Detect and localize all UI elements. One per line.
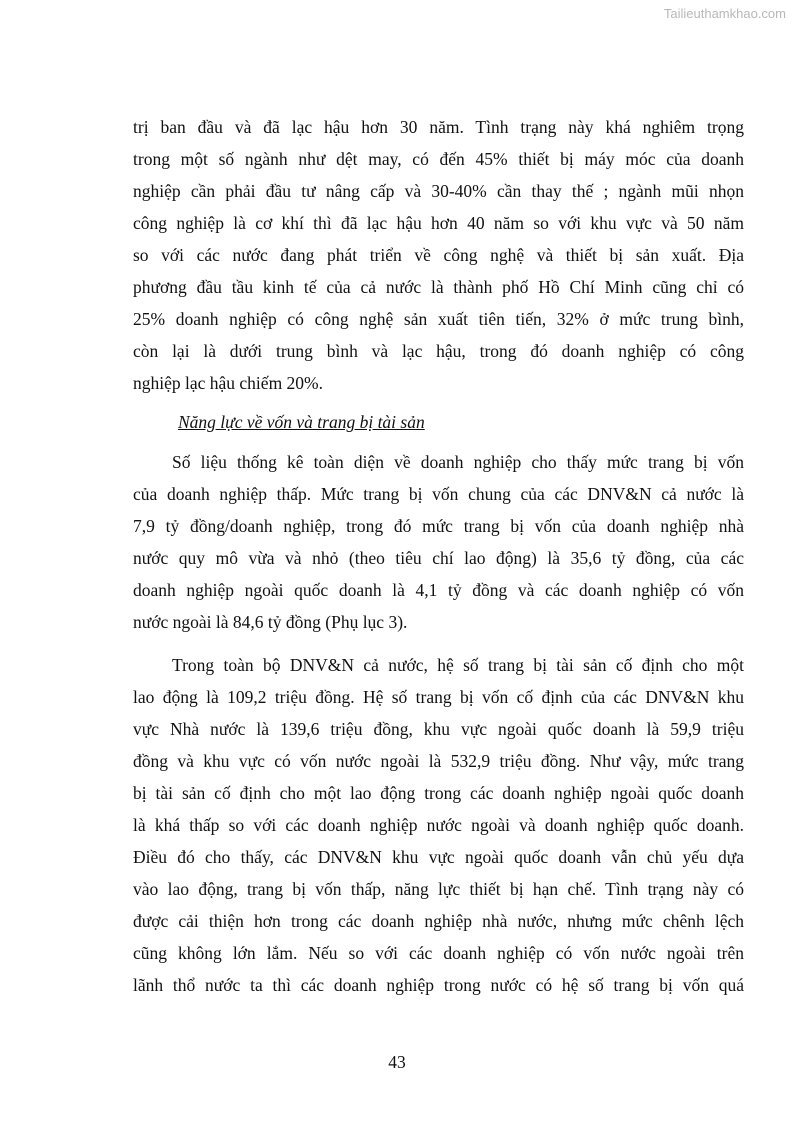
paragraph-3 [133,649,744,1001]
text-line: trong một số ngành như dệt may, có đến 45% thiết bị máy móc của doanh [133,149,744,169]
text-line: vào lao động, trang bị vốn thấp, năng lực thiết bị hạn chế. Tình trạng này có [133,879,744,899]
text-line: lao động là 109,2 triệu đồng. Hệ số trang bị vốn cố định của các DNV&N khu [133,687,744,707]
text-line: doanh nghiệp ngoài quốc doanh là 4,1 tỷ đồng và các doanh nghiệp có vốn [133,580,744,600]
text-line: 7,9 tỷ đồng/doanh nghiệp, trong đó mức trang bị vốn của doanh nghiệp nhà [133,516,744,536]
paragraph-2 [133,446,744,638]
text-line: nghiệp cần phải đầu tư nâng cấp và 30-40% cần thay thế ; ngành mũi nhọn [133,181,744,201]
text-line: so với các nước đang phát triển về công nghệ và thiết bị sản xuất. Địa [133,245,744,265]
text-line: cũng không lớn lắm. Nếu so với các doanh nghiệp có vốn nước ngoài trên [133,943,744,963]
text-line: Số liệu thống kê toàn diện về doanh nghiệp cho thấy mức trang bị vốn [172,452,744,472]
text-line: là khá thấp so với các doanh nghiệp nước ngoài và doanh nghiệp quốc doanh. [133,815,744,835]
text-line: Điều đó cho thấy, các DNV&N khu vực ngoài quốc doanh vẫn chủ yếu dựa [133,847,744,867]
text-line: nước quy mô vừa và nhỏ (theo tiêu chí lao động) là 35,6 tỷ đồng, của các [133,548,744,568]
text-line: Trong toàn bộ DNV&N cả nước, hệ số trang bị tài sản cố định cho một [172,655,744,675]
text-line: trị ban đầu và đã lạc hậu hơn 30 năm. Tình trạng này khá nghiêm trọng [133,117,744,137]
text-line: nước ngoài là 84,6 tỷ đồng (Phụ lục 3). [133,612,408,632]
section-heading: Năng lực về vốn và trang bị tài sản [178,412,425,432]
text-line: của doanh nghiệp thấp. Mức trang bị vốn chung của các DNV&N cả nước là [133,484,744,504]
text-line: còn lại là dưới trung bình và lạc hậu, trong đó doanh nghiệp có công [133,341,744,361]
text-line: vực Nhà nước là 139,6 triệu đồng, khu vực ngoài quốc doanh là 59,9 triệu [133,719,744,739]
text-line: nghiệp lạc hậu chiếm 20%. [133,373,324,393]
text-line: phương đầu tầu kinh tế của cả nước là thành phố Hồ Chí Minh cũng chỉ có [133,277,744,297]
text-line: lãnh thổ nước ta thì các doanh nghiệp trong nước có hệ số trang bị vốn quá [133,975,744,995]
page-number: 43 [388,1052,406,1072]
text-line: đồng và khu vực có vốn nước ngoài là 532,9 triệu đồng. Như vậy, mức trang [133,751,744,771]
text-line: bị tài sản cố định cho một lao động trong các doanh nghiệp ngoài quốc doanh [133,783,744,803]
text-line: công nghiệp là cơ khí thì đã lạc hậu hơn 40 năm so với khu vực và 50 năm [133,213,744,233]
watermark: Tailieuthamkhao.com [663,6,786,21]
paragraph-1 [133,111,744,399]
text-line: 25% doanh nghiệp có công nghệ sản xuất tiên tiến, 32% ở mức trung bình, [133,309,744,329]
text-line: được cải thiện hơn trong các doanh nghiệp nhà nước, nhưng mức chênh lệch [133,911,744,931]
